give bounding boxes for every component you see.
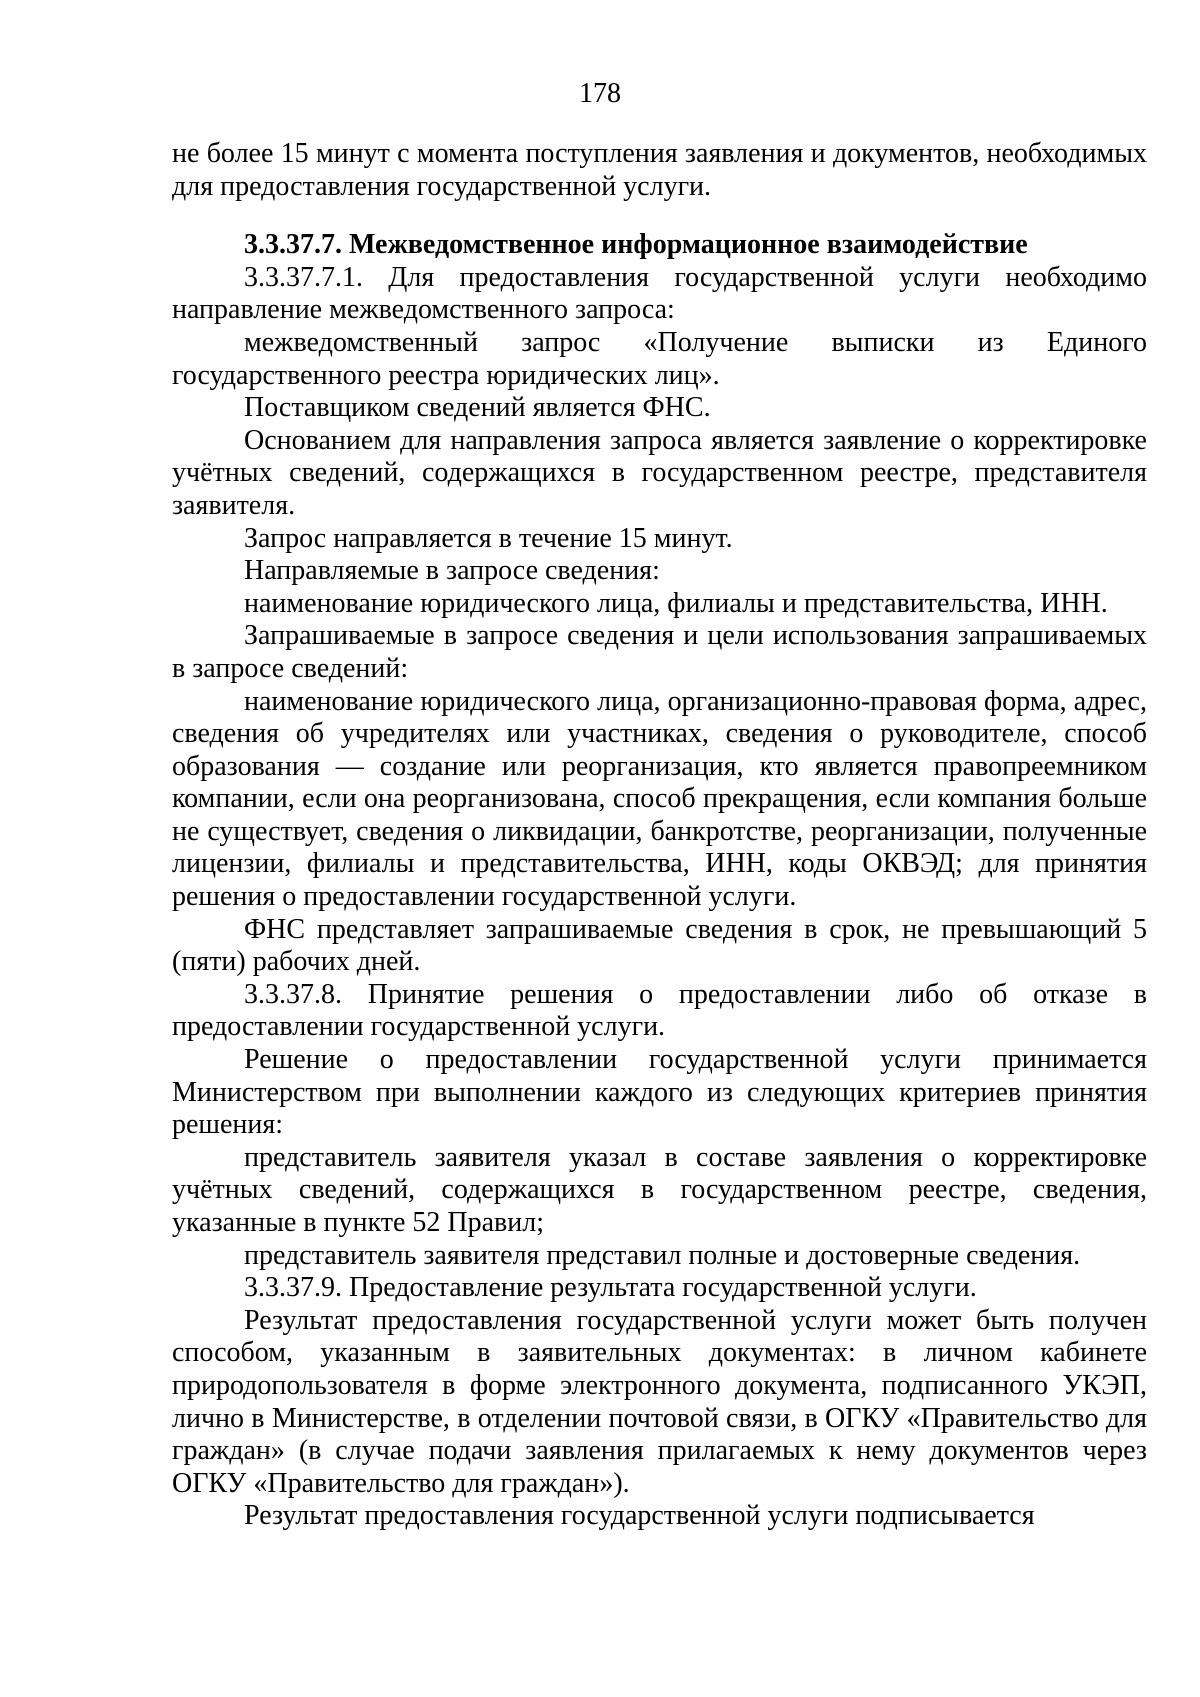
paragraph: Направляемые в запросе сведения: bbox=[244, 555, 660, 587]
document-body bbox=[172, 138, 1147, 1533]
paragraph: Запрашиваемые в запросе сведения и цели использования запрашиваемых в запросе сведений: bbox=[172, 620, 1147, 684]
paragraph: 3.3.37.8. Принятие решения о предоставлении либо об отказе в предоставлении государственной услуги. bbox=[172, 978, 1147, 1043]
paragraph-continuation: не более 15 минут с момента поступления заявления и документов, необходимых для предоставления государственной услуги. bbox=[172, 138, 1147, 202]
paragraph: представитель заявителя указал в составе заявления о корректировке учётных сведений, содержащихся в государственном реестре, сведения, указанные в пункте 52 Правил; bbox=[172, 1141, 1147, 1238]
page-number: 178 bbox=[579, 78, 621, 109]
paragraph: Результат предоставления государственной услуги может быть получен способом, указанным в заявительных документах: в личном кабинете природопользователя в форме электронного документа, подписанного УКЭП, лично в Министерстве, в отделении почтовой связи, в ОГКУ «Правительство для граждан» (в случае подачи заявления прилагаемых к нему документов через ОГКУ «Правительство для граждан»). bbox=[172, 1304, 1147, 1499]
paragraph: межведомственный запрос «Получение выписки из Единого государственного реестра юридических лиц». bbox=[172, 326, 1147, 391]
paragraph: Поставщиком сведений является ФНС. bbox=[244, 392, 711, 424]
paragraph: Результат предоставления государственной услуги подписывается bbox=[244, 1500, 1035, 1532]
paragraph: Запрос направляется в течение 15 минут. bbox=[244, 522, 733, 554]
paragraph: наименование юридического лица, организационно-правовая форма, адрес, сведения об учредителях или участниках, сведения о руководителе, способ образования — создание или реорганизация, кто является правопреемником компании, если она реорганизована, способ прекращения, если компания больше не существует, сведения о ликвидации, банкротстве, реорганизации, полученные лицензии, филиалы и представительства, ИНН, коды ОКВЭД; для принятия решения о предоставлении государственной услуги. bbox=[172, 685, 1147, 913]
paragraph: Решение о предоставлении государственной услуги принимается Министерством при выполнении каждого из следующих критериев принятия решения: bbox=[172, 1044, 1147, 1141]
paragraph: ФНС представляет запрашиваемые сведения в срок, не превышающий 5 (пяти) рабочих дней. bbox=[172, 913, 1147, 978]
paragraph: Основанием для направления запроса является заявление о корректировке учётных сведений, содержащихся в государственном реестре, представителя заявителя. bbox=[172, 424, 1147, 521]
paragraph: представитель заявителя представил полные и достоверные сведения. bbox=[244, 1239, 1081, 1271]
paragraph: 3.3.37.9. Предоставление результата государственной услуги. bbox=[244, 1272, 977, 1304]
paragraph: наименование юридического лица, филиалы и представительства, ИНН. bbox=[244, 587, 1108, 619]
section-heading: 3.3.37.7. Межведомственное информационное взаимодействие bbox=[244, 229, 1028, 261]
paragraph: 3.3.37.7.1. Для предоставления государственной услуги необходимо направление межведомственного запроса: bbox=[172, 261, 1147, 326]
